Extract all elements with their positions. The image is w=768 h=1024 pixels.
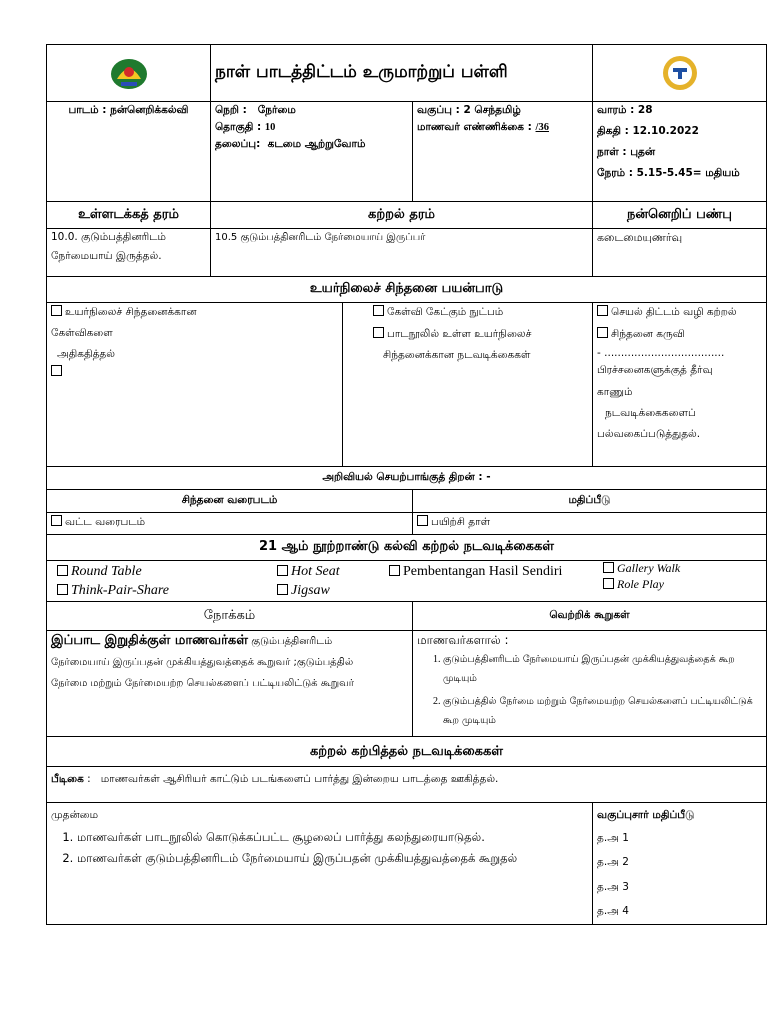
students-value: /36 [535,122,549,134]
checkbox[interactable] [57,565,68,576]
checkbox[interactable] [277,584,288,595]
moral-value-header: நன்னெறிப் பண்பு [593,202,767,229]
hots-col1-line1: உயர்நிலைச் சிந்தனைக்கான [65,306,197,318]
checkbox[interactable] [57,584,68,595]
checkbox[interactable] [51,365,62,376]
c21-role-play: Role Play [617,577,664,591]
checkbox[interactable] [373,305,384,316]
school-logo-cell [47,45,211,102]
hots-col3-d: பிரச்சனைகளுக்குத் தீர்வு [597,364,713,377]
objective-text1: குடும்பத்தினரிடம் [251,636,333,647]
c21-header: 21 ஆம் நூற்றாண்டு கல்வி கற்றல் நடவடிக்கைகள் [47,535,767,561]
checkbox[interactable] [277,565,288,576]
c21-round-table: Round Table [71,564,142,579]
learning-standard-header: கற்றல் தரம் [211,202,593,229]
checkbox[interactable] [597,327,608,338]
hots-col3-b: சிந்தனை கருவி [611,328,685,341]
hots-col3 [593,303,767,467]
checkbox[interactable] [51,515,62,526]
evaluation-header: மதிப்பீடு [413,490,767,513]
subject-cell [47,102,211,202]
hots-col3-e: காணும் [597,385,633,398]
hots-col3-c: - .................................... [597,347,725,360]
students-label: மாணவர் எண்ணிக்கை : [417,121,532,134]
hots-col3-a: செயல் திட்டம் வழி கற்றல் [611,306,737,318]
checkbox[interactable] [603,562,614,573]
main-item: 2. மாணவர்கள் குடும்பத்தினரிடம் நேர்மையாய் இருப்பதன் முக்கியத்துவத்தைக் கூறுதல் [77,849,588,867]
content-standard-line1: 10.0. குடும்பத்தினரிடம் [51,231,166,243]
checkbox[interactable] [389,565,400,576]
objective-cell [47,631,413,737]
value-label: நெறி : [215,104,247,116]
school-crest-icon [109,57,149,91]
day: நாள் : புதன் [597,146,656,159]
assessment-cell [593,803,767,925]
page-title: நாள் பாடத்திட்டம் உருமாற்றுப் பள்ளி [211,45,593,102]
checkbox[interactable] [51,305,62,316]
lesson-plan-table [46,44,767,925]
date: திகதி : 12.10.2022 [597,125,699,138]
hots-col2 [343,303,593,467]
success-criteria-cell [413,631,767,737]
criteria-list [417,650,762,730]
objective-lead: இப்பாட இறுதிக்குள் மாணவர்கள் [51,633,248,648]
hots-col3-f: நடவடிக்கைகளைப் [605,406,696,419]
main-item: 1. மாணவர்கள் பாடநூலில் கொடுக்கப்பட்ட சூழலைப் பார்த்து கலந்துரையாடுதல். [77,830,588,845]
topic: கடமை ஆற்றுவோம் [267,138,366,151]
main-activity-cell [47,803,593,925]
thinking-map-header: சிந்தனை வரைபடம் [47,490,413,513]
assessment-item: த.அ 3 [597,880,629,893]
science-skill: அறிவியல் செயற்பாங்குத் திறன் : - [47,467,767,490]
hots-col2-c: சிந்தனைக்கான நடவடிக்கைகள் [383,349,531,362]
assessment-item: த.அ 1 [597,832,629,845]
c21-items [47,561,767,602]
hots-header: உயர்நிலைச் சிந்தனை பயன்பாடு [47,277,767,303]
activities-header: கற்றல் கற்பித்தல் நடவடிக்கைகள் [47,737,767,767]
content-standard-header: உள்ளடக்கத் தரம் [47,202,211,229]
c21-jigsaw: Jigsaw [291,583,330,598]
checkbox[interactable] [417,515,428,526]
moral-value-text: கடைமையுணர்வு [597,231,683,244]
hots-col2-b: பாடநூலில் உள்ள உயர்நிலைச் [387,328,532,341]
c21-hot-seat: Hot Seat [291,564,340,579]
learning-standard [211,229,593,277]
checkbox[interactable] [373,327,384,338]
objective-header: நோக்கம் [47,602,413,631]
checkbox[interactable] [603,578,614,589]
value: நேர்மை [257,104,296,116]
lesson-plan-page [46,44,766,925]
content-standard-line2: நேர்மையாய் இருத்தல். [51,250,162,263]
induction-cell: பீடிகை : மாணவர்கள் ஆசிரியர் காட்டும் படங்களைப் பார்த்து இன்றைய பாடத்தை ஊகித்தல். [47,767,767,803]
hots-col2-a: கேள்வி கேட்கும் நுட்பம் [387,306,504,318]
evaluation-cell [413,513,767,535]
criteria-item: 2. குடும்பத்தில் நேர்மை மற்றும் நேர்மையற்ற செயல்களைப் பட்டியலிட்டுக் கூற முடியும் [443,692,762,730]
subject: பாடம் : நன்னெறிக்கல்வி [68,104,189,116]
objective-text2: நேர்மையாய் இருப்பதன் முக்கியத்துவத்தைக் கூறுவர் ;குடும்பத்தில் [51,657,354,669]
induction-label: பீடிகை [51,773,84,786]
induction-text: மாணவர்கள் ஆசிரியர் காட்டும் படங்களைப் பார்த்து இன்றைய பாடத்தை ஊகித்தல். [100,773,499,786]
hots-col3-g: பல்வகைப்படுத்துதல். [597,427,701,440]
c21-think-pair-share: Think-Pair-Share [71,583,169,598]
unit: 10 [264,122,276,134]
main-list [51,830,588,867]
district-logo-cell [593,45,767,102]
criteria-lead: மாணவர்களால் : [417,633,509,647]
checkbox[interactable] [597,305,608,316]
learning-standard-text: 10.5 குடும்பத்தினரிடம் நேர்மையாய் இருப்பர் [215,232,426,243]
value-cell [211,102,413,202]
hots-col1-line3: அதிகதித்தல் [57,348,115,361]
assessment-item: த.அ 4 [597,904,629,917]
main-label: முதன்மை [51,809,99,822]
hots-col1 [47,303,343,467]
assessment-header: வகுப்புசார் மதிப்பீடு [597,809,695,822]
c21-pembentangan: Pembentangan Hasil Sendiri [403,564,563,579]
criteria-item: 1. குடும்பத்தினரிடம் நேர்மையாய் இருப்பதன் முக்கியத்துவத்தைக் கூற முடியும் [443,650,762,688]
schedule-cell [593,102,767,202]
moral-value [593,229,767,277]
unit-label: தொகுதி : [215,121,262,134]
c21-gallery-walk: Gallery Walk [617,561,681,575]
week: வாரம் : 28 [597,104,653,116]
thinking-map: வட்ட வரைபடம் [65,516,146,528]
evaluation: பயிற்சி தாள் [431,516,491,528]
topic-label: தலைப்பு: [215,138,261,151]
hots-col1-line2: கேள்விகளை [51,327,113,340]
content-standard [47,229,211,277]
thinking-map-cell [47,513,413,535]
class: வகுப்பு : 2 செந்தமிழ் [417,104,521,116]
time: நேரம் : 5.15-5.45= மதியம் [597,167,740,180]
class-cell [413,102,593,202]
success-criteria-header: வெற்றிக் கூறுகள் [413,602,767,631]
objective-text3: நேர்மை மற்றும் நேர்மையற்ற செயல்களைப் பட்டியலிட்டுக் கூறுவர் [51,678,354,690]
assessment-item: த.அ 2 [597,856,629,869]
ts25-badge-icon [661,55,699,91]
